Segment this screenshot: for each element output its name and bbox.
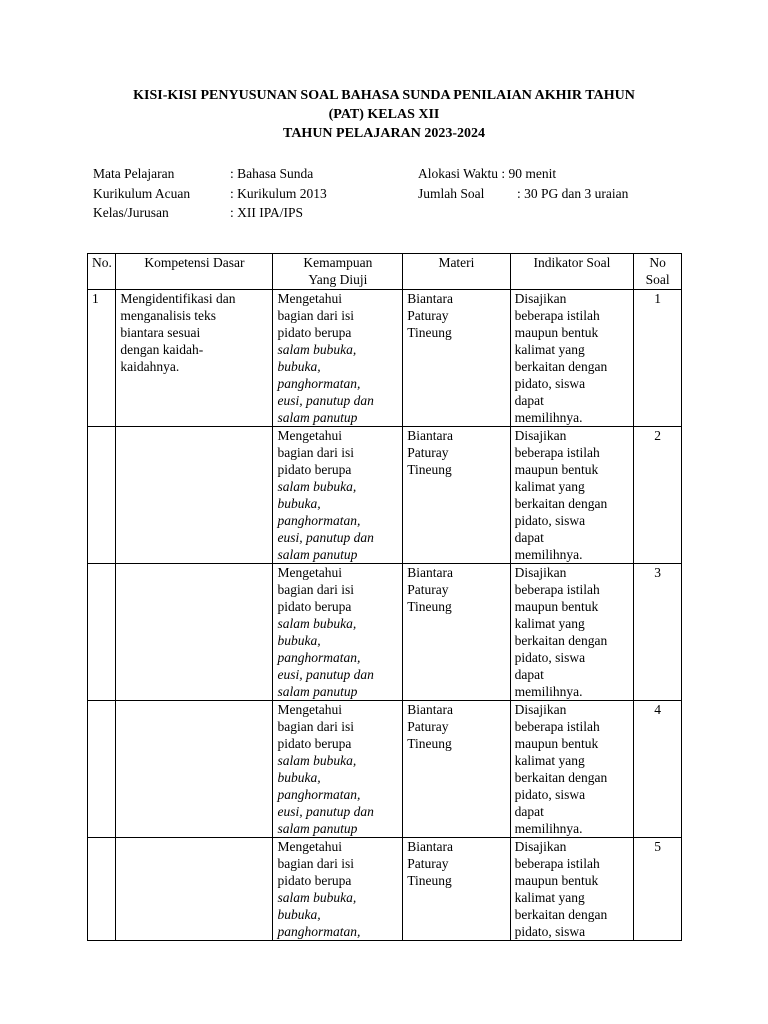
indikator-line: pidato, siswa: [514, 376, 586, 391]
materi-cell: [403, 290, 510, 427]
no-soal-cell: 5: [634, 838, 682, 941]
indikator-cell: [510, 564, 634, 701]
indikator-line: dapat: [514, 667, 544, 682]
kemampuan-line: Mengetahui: [277, 291, 342, 306]
mapel-value: : Bahasa Sunda: [230, 166, 314, 181]
materi-line: Paturay: [407, 719, 449, 734]
kemampuan-line: bagian dari isi: [277, 719, 354, 734]
indikator-line: maupun bentuk: [514, 599, 599, 614]
indikator-line: maupun bentuk: [514, 462, 599, 477]
kemampuan-italic-line: panghormatan,: [277, 650, 361, 665]
kemampuan-italic-line: panghormatan,: [277, 787, 361, 802]
row-no-cell: [88, 838, 116, 941]
indikator-line: kalimat yang: [514, 342, 585, 357]
alokasi-waktu: Alokasi Waktu : 90 menit: [418, 166, 557, 181]
header-materi: Materi: [403, 254, 510, 290]
kemampuan-italic-line: salam bubuka,: [277, 342, 357, 357]
materi-cell: [403, 838, 510, 941]
no-soal-cell: 1: [634, 290, 682, 427]
table-row: [88, 427, 682, 564]
indikator-line: berkaitan dengan: [514, 359, 608, 374]
title-line-1: KISI-KISI PENYUSUNAN SOAL BAHASA SUNDA PENILAIAN AKHIR TAHUN: [133, 88, 635, 103]
indikator-line: maupun bentuk: [514, 873, 599, 888]
indikator-line: maupun bentuk: [514, 325, 599, 340]
kemampuan-line: pidato berupa: [277, 736, 352, 751]
indikator-line: beberapa istilah: [514, 856, 600, 871]
kemampuan-italic-line: bubuka,: [277, 907, 321, 922]
kompetensi-dasar-line: kaidahnya.: [120, 359, 180, 374]
indikator-line: dapat: [514, 530, 544, 545]
kemampuan-line: bagian dari isi: [277, 856, 354, 871]
kemampuan-cell: [273, 427, 403, 564]
materi-cell: [403, 701, 510, 838]
kemampuan-cell: [273, 838, 403, 941]
kelas-value: : XII IPA/IPS: [230, 205, 304, 220]
indikator-line: pidato, siswa: [514, 924, 586, 939]
indikator-line: berkaitan dengan: [514, 770, 608, 785]
kompetensi-dasar-line: menganalisis teks: [120, 308, 216, 323]
header-kemampuan-line-2: Yang Diuji: [308, 272, 368, 287]
no-soal-cell: 2: [634, 427, 682, 564]
row-no-cell: 1: [88, 290, 116, 427]
header-kompetensi-dasar: Kompetensi Dasar: [116, 254, 273, 290]
title-line-3: TAHUN PELAJARAN 2023-2024: [283, 126, 485, 141]
kemampuan-italic-line: bubuka,: [277, 359, 321, 374]
kemampuan-italic-line: salam bubuka,: [277, 616, 357, 631]
materi-line: Paturay: [407, 445, 449, 460]
kompetensi-dasar-cell: [116, 838, 273, 941]
kompetensi-dasar-line: dengan kaidah-: [120, 342, 204, 357]
indikator-line: dapat: [514, 804, 544, 819]
row-no-cell: [88, 564, 116, 701]
kemampuan-cell: [273, 564, 403, 701]
materi-line: Tineung: [407, 599, 452, 614]
row-no-cell: [88, 427, 116, 564]
kompetensi-dasar-cell: [116, 427, 273, 564]
kemampuan-italic-line: eusi, panutup dan: [277, 804, 374, 819]
indikator-line: Disajikan: [514, 839, 567, 854]
kompetensi-dasar-line: Mengidentifikasi dan: [120, 291, 236, 306]
kurikulum-label: Kurikulum Acuan: [93, 185, 191, 201]
no-soal-cell: 4: [634, 701, 682, 838]
materi-line: Tineung: [407, 325, 452, 340]
materi-line: Biantara: [407, 702, 453, 717]
kemampuan-italic-line: salam panutup: [277, 821, 358, 836]
kemampuan-italic-line: salam bubuka,: [277, 890, 357, 905]
kemampuan-line: pidato berupa: [277, 462, 352, 477]
table-row: [88, 838, 682, 941]
indikator-line: Disajikan: [514, 565, 567, 580]
kemampuan-cell: [273, 701, 403, 838]
kemampuan-line: Mengetahui: [277, 428, 342, 443]
kompetensi-dasar-cell: [116, 564, 273, 701]
kemampuan-line: bagian dari isi: [277, 582, 354, 597]
kemampuan-italic-line: bubuka,: [277, 496, 321, 511]
kompetensi-dasar-cell: [116, 290, 273, 427]
indikator-line: beberapa istilah: [514, 445, 600, 460]
header-no-soal-line-2: Soal: [645, 272, 670, 287]
indikator-line: kalimat yang: [514, 479, 585, 494]
row-no-cell: [88, 701, 116, 838]
materi-line: Tineung: [407, 873, 452, 888]
kemampuan-italic-line: eusi, panutup dan: [277, 530, 374, 545]
mapel-label: Mata Pelajaran: [93, 166, 175, 181]
indikator-line: beberapa istilah: [514, 719, 600, 734]
kemampuan-italic-line: panghormatan,: [277, 924, 361, 939]
indikator-line: berkaitan dengan: [514, 633, 608, 648]
indikator-cell: [510, 838, 634, 941]
kemampuan-italic-line: salam panutup: [277, 547, 358, 562]
kemampuan-italic-line: panghormatan,: [277, 376, 361, 391]
indikator-line: berkaitan dengan: [514, 907, 608, 922]
table-header-row: [88, 254, 682, 290]
kemampuan-line: Mengetahui: [277, 565, 342, 580]
indikator-line: pidato, siswa: [514, 787, 586, 802]
indikator-line: memilihnya.: [514, 684, 583, 699]
no-soal-cell: 3: [634, 564, 682, 701]
kemampuan-italic-line: panghormatan,: [277, 513, 361, 528]
materi-line: Tineung: [407, 462, 452, 477]
indikator-line: kalimat yang: [514, 890, 585, 905]
materi-line: Tineung: [407, 736, 452, 751]
document-title: [0, 86, 768, 143]
kemampuan-line: bagian dari isi: [277, 445, 354, 460]
header-indikator-soal: Indikator Soal: [510, 254, 634, 290]
kemampuan-italic-line: bubuka,: [277, 633, 321, 648]
kemampuan-cell: [273, 290, 403, 427]
kemampuan-italic-line: salam panutup: [277, 410, 358, 425]
materi-line: Paturay: [407, 582, 449, 597]
jumlah-soal-value: : 30 PG dan 3 uraian: [517, 185, 629, 201]
indikator-line: memilihnya.: [514, 821, 583, 836]
header-kemampuan-line-1: Kemampuan: [303, 255, 373, 270]
indikator-line: Disajikan: [514, 428, 567, 443]
indikator-cell: [510, 290, 634, 427]
indikator-line: berkaitan dengan: [514, 496, 608, 511]
kemampuan-line: bagian dari isi: [277, 308, 354, 323]
header-no-soal: [634, 254, 682, 290]
kemampuan-line: Mengetahui: [277, 839, 342, 854]
indikator-cell: [510, 427, 634, 564]
indikator-line: dapat: [514, 393, 544, 408]
materi-line: Biantara: [407, 428, 453, 443]
indikator-line: memilihnya.: [514, 547, 583, 562]
indikator-line: beberapa istilah: [514, 308, 600, 323]
table-body: [88, 290, 682, 941]
indikator-line: maupun bentuk: [514, 736, 599, 751]
document-meta: [93, 164, 693, 224]
table-row: [88, 564, 682, 701]
kemampuan-line: pidato berupa: [277, 325, 352, 340]
kemampuan-italic-line: bubuka,: [277, 770, 321, 785]
indikator-cell: [510, 701, 634, 838]
kemampuan-line: Mengetahui: [277, 702, 342, 717]
indikator-line: kalimat yang: [514, 753, 585, 768]
kisi-kisi-table: [87, 253, 682, 941]
materi-line: Biantara: [407, 839, 453, 854]
kemampuan-italic-line: salam panutup: [277, 684, 358, 699]
kemampuan-italic-line: salam bubuka,: [277, 753, 357, 768]
jumlah-soal-label: Jumlah Soal: [418, 185, 485, 201]
kelas-label: Kelas/Jurusan: [93, 205, 169, 220]
materi-line: Paturay: [407, 308, 449, 323]
kemampuan-line: pidato berupa: [277, 599, 352, 614]
materi-cell: [403, 564, 510, 701]
indikator-line: pidato, siswa: [514, 513, 586, 528]
header-no: No.: [88, 254, 116, 290]
kemampuan-line: pidato berupa: [277, 873, 352, 888]
indikator-line: pidato, siswa: [514, 650, 586, 665]
kompetensi-dasar-line: biantara sesuai: [120, 325, 201, 340]
materi-line: Biantara: [407, 291, 453, 306]
materi-line: Biantara: [407, 565, 453, 580]
kemampuan-italic-line: eusi, panutup dan: [277, 393, 374, 408]
kemampuan-italic-line: salam bubuka,: [277, 479, 357, 494]
indikator-line: beberapa istilah: [514, 582, 600, 597]
header-no-soal-line-1: No: [649, 255, 666, 270]
materi-cell: [403, 427, 510, 564]
indikator-line: Disajikan: [514, 702, 567, 717]
indikator-line: memilihnya.: [514, 410, 583, 425]
title-line-2: (PAT) KELAS XII: [328, 107, 440, 122]
indikator-line: kalimat yang: [514, 616, 585, 631]
kurikulum-value: : Kurikulum 2013: [230, 185, 327, 201]
indikator-line: Disajikan: [514, 291, 567, 306]
table-row: [88, 290, 682, 427]
header-kemampuan: [273, 254, 403, 290]
materi-line: Paturay: [407, 856, 449, 871]
kemampuan-italic-line: eusi, panutup dan: [277, 667, 374, 682]
table-row: [88, 701, 682, 838]
kompetensi-dasar-cell: [116, 701, 273, 838]
